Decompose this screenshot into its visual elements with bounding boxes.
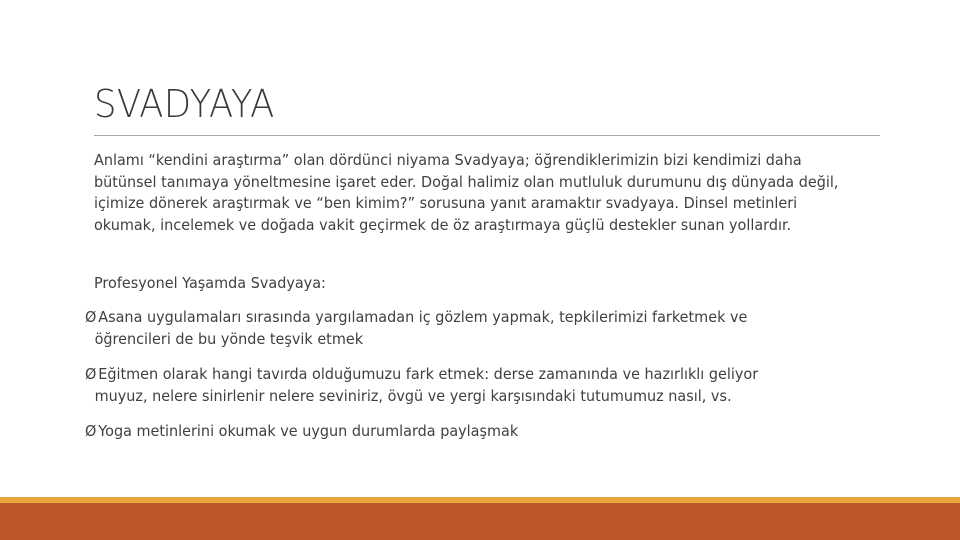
arrow-bullet-icon: Ø xyxy=(85,308,97,326)
slide-title: SVADYAYA xyxy=(94,82,275,126)
bullet-text: Yoga metinlerini okumak ve uygun durumlarda paylaşmak xyxy=(98,422,519,440)
subheading: Profesyonel Yaşamda Svadyaya: xyxy=(94,274,326,292)
intro-paragraph: Anlamı “kendini araştırma” olan dördünci niyama Svadyaya; öğrendiklerimizin bizi kendimizi daha bütünsel tanımaya yöneltmesine işaret eder. Doğal halimiz olan mutluluk durumunu dış dünyada değil, içimize dönerek araştırmak ve “ben kimim?” sorusuna yanıt aramaktır svadyaya. Dinsel metinleri okumak, incelemek ve doğada vakit geçirmek de öz araştırmaya güçlü destekler sunan yollardır. xyxy=(94,151,839,234)
bullet-text: Eğitmen olarak hangi tavırda olduğumuzu fark etmek: derse zamanında ve hazırlıklı geliyor xyxy=(98,365,759,383)
bullet-item xyxy=(85,421,815,443)
title-divider xyxy=(94,135,880,136)
arrow-bullet-icon: Ø xyxy=(85,422,97,440)
bullet-text-continued: öğrencileri de bu yönde teşvik etmek xyxy=(94,329,364,348)
bullet-text-continued: muyuz, nelere sinirlenir nelere seviniriz, övgü ve yergi karşısındaki tutumumuz nasıl, vs. xyxy=(94,386,732,405)
bullet-item xyxy=(85,364,815,407)
arrow-bullet-icon: Ø xyxy=(85,365,97,383)
footer-band xyxy=(0,503,960,540)
bullet-text: Asana uygulamaları sırasında yargılamadan iç gözlem yapmak, tepkilerimizi farketmek ve xyxy=(98,308,748,326)
bullet-item xyxy=(85,307,815,350)
